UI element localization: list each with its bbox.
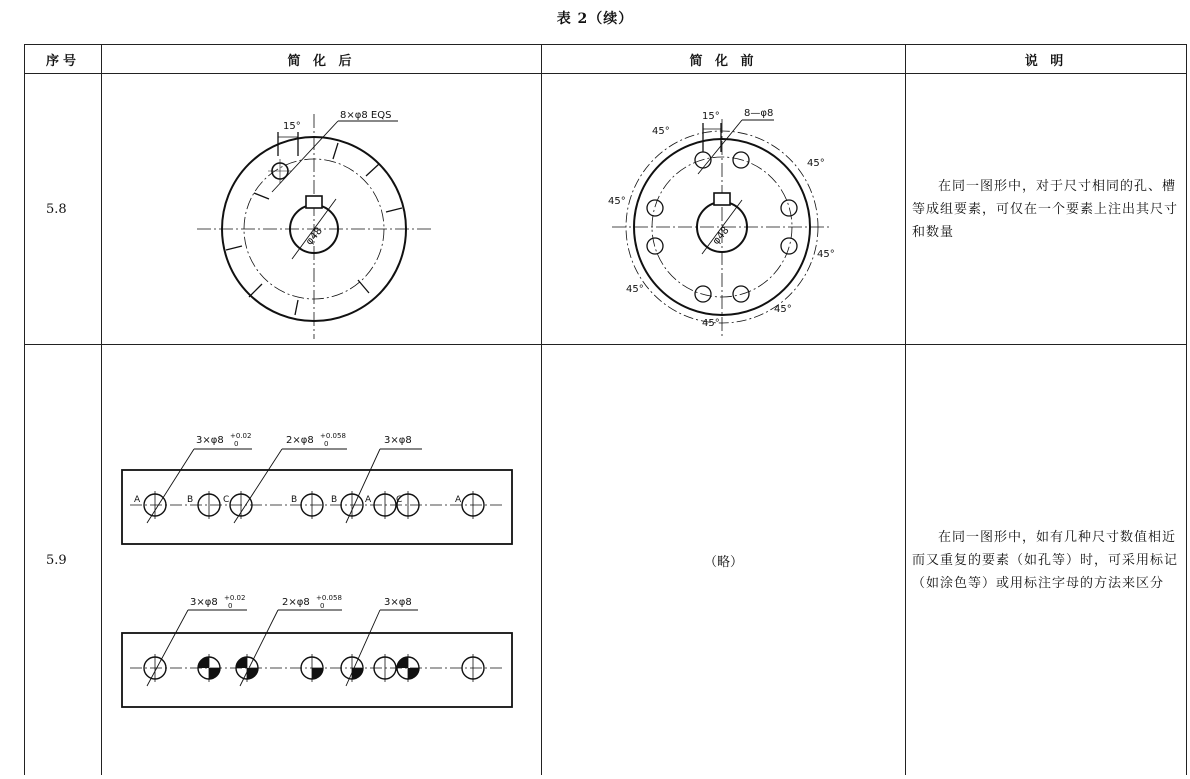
flange-simplified-drawing	[102, 74, 542, 344]
dim-angle-label: 15°	[702, 111, 720, 122]
letter-label: B	[291, 495, 298, 505]
dim-diameter-label: φ48	[304, 225, 325, 248]
row-number: 5.8	[25, 74, 102, 345]
dim-label: 3×φ8	[196, 435, 224, 446]
plate-marking-drawing	[102, 345, 542, 775]
letter-label: C	[396, 495, 403, 505]
letter-label: C	[223, 495, 230, 505]
row-description: 在同一图形中，如有几种尺寸数值相近而又重复的要素（如孔等）时，可采用标记（如涂色等）或用标注字母的方法来区分	[906, 345, 1187, 776]
table-header-row	[25, 45, 1187, 74]
tol-lower: 0	[324, 440, 329, 448]
header-number: 序号	[25, 45, 102, 74]
angle-label: 45°	[774, 304, 792, 315]
simplified-after-drawing	[102, 345, 542, 776]
table-row	[25, 345, 1187, 776]
dim-label: 3×φ8	[384, 435, 412, 446]
tol-upper: +0.02	[224, 594, 246, 602]
letter-label: B	[187, 495, 194, 505]
table-row	[25, 74, 1187, 345]
header-description: 说 明	[906, 45, 1187, 74]
standards-table	[24, 44, 1187, 775]
angle-label: 45°	[702, 318, 720, 329]
angle-label: 45°	[817, 249, 835, 260]
tol-upper: +0.058	[320, 432, 346, 440]
tol-upper: +0.02	[230, 432, 252, 440]
angle-label: 45°	[652, 126, 670, 137]
row-number: 5.9	[25, 345, 102, 776]
dim-label: 3×φ8	[190, 597, 218, 608]
dim-holes-label: 8×φ8 EQS	[340, 110, 392, 121]
angle-label: 45°	[807, 158, 825, 169]
row-description: 在同一图形中，对于尺寸相同的孔、槽等成组要素，可仅在一个要素上注出其尺寸和数量	[906, 74, 1187, 345]
dim-label: 3×φ8	[384, 597, 412, 608]
omitted-cell: （略）	[542, 345, 906, 776]
dim-angle-label: 15°	[283, 121, 301, 132]
letter-label: A	[455, 495, 462, 505]
letter-label: A	[365, 495, 372, 505]
dim-label: 2×φ8	[286, 435, 314, 446]
header-simplified-after: 简 化 后	[102, 45, 542, 74]
tol-upper: +0.058	[316, 594, 342, 602]
dim-holes-label: 8—φ8	[744, 108, 774, 119]
letter-label: B	[331, 495, 338, 505]
tol-lower: 0	[234, 440, 239, 448]
tol-lower: 0	[228, 602, 233, 610]
tol-lower: 0	[320, 602, 325, 610]
angle-label: 45°	[608, 196, 626, 207]
simplified-before-drawing	[542, 74, 906, 345]
page-title: 表 2（续）	[556, 11, 634, 27]
flange-original-drawing	[542, 74, 906, 344]
simplified-after-drawing	[102, 74, 542, 345]
dim-label: 2×φ8	[282, 597, 310, 608]
header-simplified-before: 简 化 前	[542, 45, 906, 74]
letter-label: A	[134, 495, 141, 505]
angle-label: 45°	[626, 284, 644, 295]
dim-diameter-label: φ48	[710, 225, 732, 247]
